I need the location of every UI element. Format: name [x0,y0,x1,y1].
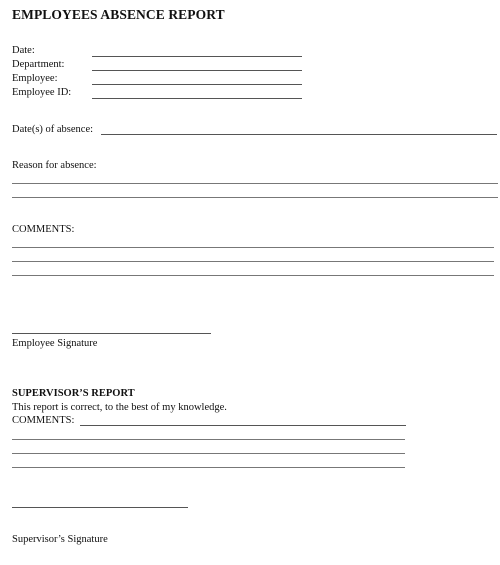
employee-label: Employee: [12,73,58,84]
employee-signature-label: Employee Signature [12,338,98,349]
supervisor-comments-line[interactable] [12,467,405,468]
supervisor-comments-line[interactable] [12,453,405,454]
supervisor-statement: This report is correct, to the best of my knowledge. [12,402,227,413]
date-line[interactable] [92,56,302,57]
employee-line[interactable] [92,84,302,85]
supervisor-signature-label: Supervisor’s Signature [12,534,108,545]
employee-id-line[interactable] [92,98,302,99]
dates-of-absence-line[interactable] [101,134,497,135]
employee-id-label: Employee ID: [12,87,72,98]
comments-line[interactable] [12,247,494,248]
reason-line[interactable] [12,197,498,198]
dates-of-absence-label: Date(s) of absence: [12,124,94,135]
comments-line[interactable] [12,261,494,262]
employee-signature-line[interactable] [12,333,211,334]
department-label: Department: [12,59,65,70]
supervisor-comments-label: COMMENTS: [12,415,75,426]
page-title: EMPLOYEES ABSENCE REPORT [12,7,225,22]
supervisor-report-heading: SUPERVISOR’S REPORT [12,388,135,399]
supervisor-comments-line[interactable] [12,439,405,440]
supervisor-comments-line[interactable] [80,425,406,426]
reason-line[interactable] [12,183,498,184]
comments-label: COMMENTS: [12,224,75,235]
reason-label: Reason for absence: [12,160,97,171]
date-label: Date: [12,45,35,56]
supervisor-signature-line[interactable] [12,507,188,508]
department-line[interactable] [92,70,302,71]
comments-line[interactable] [12,275,494,276]
